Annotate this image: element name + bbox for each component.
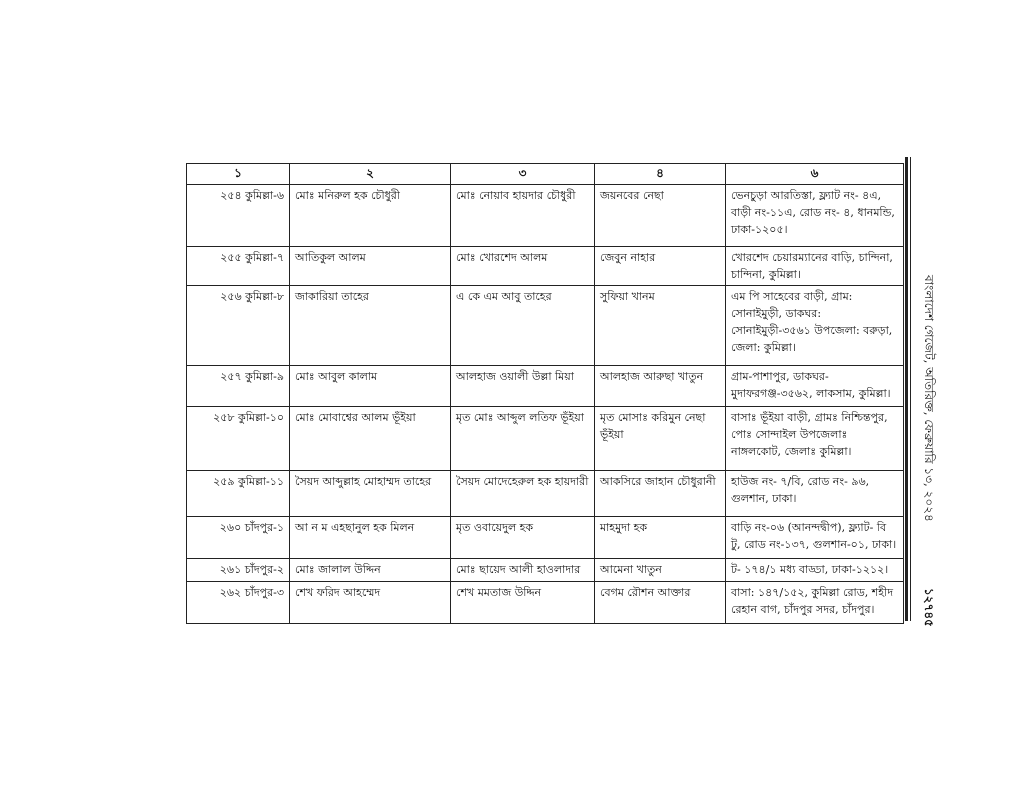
constituency-cell: ২৫৪ কুমিল্লা-৬: [187, 185, 290, 247]
address-cell: এম পি সাহেবের বাড়ী, গ্রাম: সোনাইমুড়ী, ডাকঘর: সোনাইমুড়ী-৩৫৬১ উপজেলা: বরুড়া, জেলা: কুমিল্লা।: [726, 286, 904, 366]
constituency-cell: ২৫৯ কুমিল্লা-১১: [187, 471, 290, 517]
table-row: [187, 517, 904, 559]
candidate-name-cell: আ ন ম এহছানুল হক মিলন: [290, 517, 451, 559]
address-cell: ভেনচুড়া আরতিস্তা, ফ্ল্যাট নং- ৪এ, বাড়ী নং-১১এ, রোড নং- ৪, ধানমন্ডি, ঢাকা-১২০৫।: [726, 185, 904, 247]
candidate-table: [186, 163, 904, 624]
candidate-name-cell: শেখ ফরিদ আহম্মেদ: [290, 582, 451, 624]
running-head: বাংলাদেশ গেজেট, অতিরিক্ত, ফেব্রুয়ারি ১৩, ২০২৪: [922, 275, 936, 522]
mother-name-cell: আমেনা খাতুন: [595, 559, 726, 582]
constituency-cell: ২৫৮ কুমিল্লা-১০: [187, 407, 290, 471]
address-cell: ট- ১৭৪/১ মধ্য বাড্ডা, ঢাকা-১২১২।: [726, 559, 904, 582]
candidate-name-cell: আতিকুল আলম: [290, 247, 451, 286]
address-cell: গ্রাম-পাশাপুর, ডাকঘর- মুদাফরগঞ্জ-৩৫৬২, লাকসাম, কুমিল্লা।: [726, 366, 904, 407]
table-row: [187, 407, 904, 471]
candidate-name-cell: মোঃ আবুল কালাম: [290, 366, 451, 407]
column-header-6: ৬: [726, 164, 904, 185]
address-cell: বাড়ি নং-০৬ (আনন্দদ্বীপ), ফ্ল্যাট- বি টু, রোড নং-১৩৭, গুলশান-০১, ঢাকা।: [726, 517, 904, 559]
table-row: [187, 185, 904, 247]
table-row: [187, 366, 904, 407]
address-cell: বাসা: ১৪৭/১৫২, কুমিল্লা রোড, শহীদ রেহান বাগ, চাঁদপুর সদর, চাঁদপুর।: [726, 582, 904, 624]
header-row: [187, 164, 904, 185]
mother-name-cell: আলহাজ আরুছা খাতুন: [595, 366, 726, 407]
column-header-2: ২: [290, 164, 451, 185]
constituency-cell: ২৫৫ কুমিল্লা-৭: [187, 247, 290, 286]
father-name-cell: মৃত ওবায়েদুল হক: [451, 517, 595, 559]
constituency-cell: ২৬১ চাঁদপুর-২: [187, 559, 290, 582]
address-cell: বাসাঃ ভূঁইয়া বাড়ী, গ্রামঃ নিশ্চিন্তপুর, পোঃ সোন্দাইল উপজেলাঃ নাঙ্গলকোট, জেলাঃ কুমিল্লা।: [726, 407, 904, 471]
mother-name-cell: মাহমুদা হক: [595, 517, 726, 559]
column-header-3: ৩: [451, 164, 595, 185]
margin-rule-thin: [910, 157, 911, 621]
candidate-name-cell: জাকারিয়া তাহের: [290, 286, 451, 366]
constituency-cell: ২৫৬ কুমিল্লা-৮: [187, 286, 290, 366]
mother-name-cell: জয়নবের নেছা: [595, 185, 726, 247]
table-row: [187, 559, 904, 582]
page-number: ১২৭৪৫: [922, 588, 936, 627]
table-row: [187, 582, 904, 624]
candidate-name-cell: মোঃ জালাল উদ্দিন: [290, 559, 451, 582]
table-row: [187, 286, 904, 366]
margin-rule: [905, 157, 908, 621]
father-name-cell: মোঃ খোরশেদ আলম: [451, 247, 595, 286]
constituency-cell: ২৬০ চাঁদপুর-১: [187, 517, 290, 559]
father-name-cell: শেখ মমতাজ উদ্দিন: [451, 582, 595, 624]
table-row: [187, 471, 904, 517]
address-cell: হাউজ নং- ৭/বি, রোড নং- ৯৬, গুলশান, ঢাকা।: [726, 471, 904, 517]
column-header-1: ১: [187, 164, 290, 185]
mother-name-cell: জেবুন নাহার: [595, 247, 726, 286]
table-row: [187, 247, 904, 286]
mother-name-cell: মৃত মোসাঃ করিমুন নেছা ভূঁইয়া: [595, 407, 726, 471]
father-name-cell: মোঃ ছায়েদ আলী হাওলাদার: [451, 559, 595, 582]
column-header-4: ৪: [595, 164, 726, 185]
father-name-cell: সৈয়দ মোদেহেরুল হক হায়দারী: [451, 471, 595, 517]
father-name-cell: মোঃ নোয়াব হায়দার চৌধুরী: [451, 185, 595, 247]
mother-name-cell: সুফিয়া খানম: [595, 286, 726, 366]
mother-name-cell: বেগম রৌশন আক্তার: [595, 582, 726, 624]
candidate-name-cell: মোঃ মনিরুল হক চৌধুরী: [290, 185, 451, 247]
mother-name-cell: আকসিরে জাহান চৌধুরানী: [595, 471, 726, 517]
father-name-cell: এ কে এম আবু তাহের: [451, 286, 595, 366]
address-cell: খোরশেদ চেয়ারম্যানের বাড়ি, চান্দিনা, চান্দিনা, কুমিল্লা।: [726, 247, 904, 286]
candidate-name-cell: মোঃ মোবাশ্বের আলম ভূঁইয়া: [290, 407, 451, 471]
father-name-cell: মৃত মোঃ আব্দুল লতিফ ভূঁইয়া: [451, 407, 595, 471]
constituency-cell: ২৫৭ কুমিল্লা-৯: [187, 366, 290, 407]
candidate-name-cell: সৈয়দ আব্দুল্লাহ মোহাম্মদ তাহের: [290, 471, 451, 517]
constituency-cell: ২৬২ চাঁদপুর-৩: [187, 582, 290, 624]
father-name-cell: আলহাজ ওয়ালী উল্লা মিয়া: [451, 366, 595, 407]
